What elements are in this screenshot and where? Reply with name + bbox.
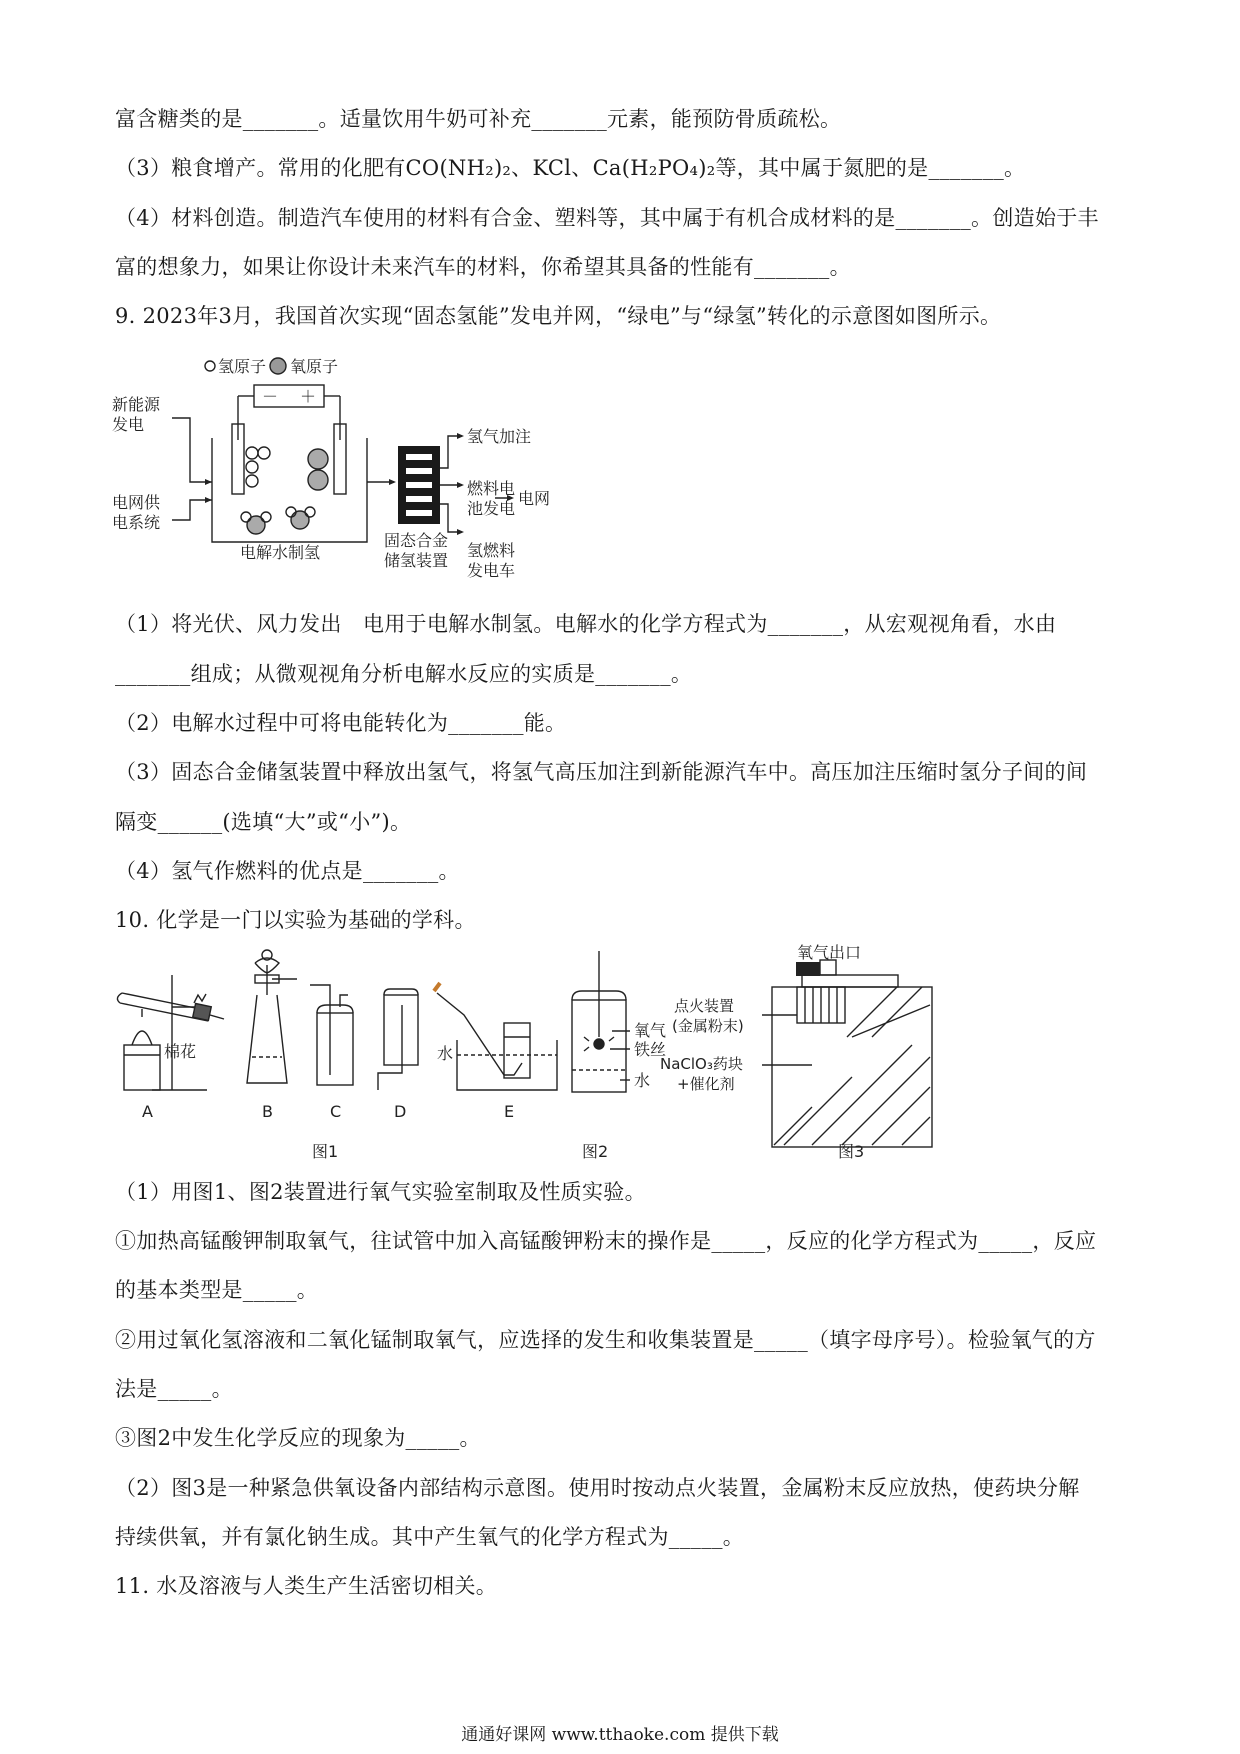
outlet-label: 氧气出口 (797, 943, 862, 962)
text-line: （2）图3是一种紧急供氧设备内部结构示意图。使用时按动点火装置，金属粉末反应放热，使药块分解 (115, 1476, 1080, 1500)
storage-label: 固态合金 (384, 531, 449, 550)
iron-wire-label: 铁丝 (634, 1040, 667, 1059)
igniter-label: 点火装置 (674, 997, 735, 1015)
legend-hydrogen: 氢原子 (218, 357, 267, 376)
text-line: （4）氢气作燃料的优点是_______。 (115, 859, 460, 883)
igniter-label: (金属粉末) (672, 1017, 744, 1035)
source-grid-label: 电系统 (112, 513, 161, 532)
text-line: _______组成；从微观视角分析电解水反应的实质是_______。 (115, 662, 693, 686)
figure2-caption: 图2 (582, 1142, 609, 1161)
trough-water-label: 水 (437, 1044, 454, 1063)
output-fuelcell-label: 池发电 (467, 499, 516, 518)
text-line: （4）材料创造。制造汽车使用的材料有合金、塑料等，其中属于有机合成材料的是_______。创造始于丰 (115, 206, 1099, 230)
output-fuelcell-label: 燃料电 (467, 479, 516, 498)
source-grid-label: 电网供 (112, 493, 161, 512)
block-label: +催化剂 (677, 1075, 735, 1093)
text-line: 的基本类型是_____。 (115, 1278, 319, 1302)
text-line: ②用过氧化氢溶液和二氧化锰制取氧气，应选择的发生和收集装置是_____（填字母序号）。检验氧气的方 (115, 1328, 1096, 1352)
figure1-caption: 图1 (312, 1142, 339, 1161)
apparatus-c-label: C (330, 1102, 342, 1121)
figure3-caption: 图3 (838, 1142, 865, 1161)
storage-label: 储氢装置 (384, 551, 449, 570)
source-renewable-label: 发电 (112, 415, 145, 434)
output-vehicle-label: 发电车 (467, 561, 516, 580)
question-11: 11. 水及溶液与人类生产生活密切相关。 (115, 1574, 498, 1598)
apparatus-d-label: D (394, 1102, 407, 1121)
footer-watermark: 通通好课网 www.tthaoke.com 提供下载 (461, 1725, 779, 1745)
output-refuel-label: 氢气加注 (467, 427, 532, 446)
text-line: ①加热高锰酸钾制取氧气，往试管中加入高锰酸钾粉末的操作是_____，反应的化学方程式为_____，反应 (115, 1229, 1097, 1253)
apparatus-e-label: E (504, 1102, 515, 1121)
grid-label: 电网 (518, 489, 551, 508)
text-line: （1）将光伏、风力发出 电用于电解水制氢。电解水的化学方程式为_______，从宏观视角看，水由 (115, 612, 1057, 636)
battery-plus: ＋ (300, 387, 317, 406)
text-line: （3）粮食增产。常用的化肥有CO(NH₂)₂、KCl、Ca(H₂PO₄)₂等，其中属于氮肥的是_______。 (115, 156, 1026, 180)
text-line: 富的想象力，如果让你设计未来汽车的材料，你希望其具备的性能有_______。 (115, 255, 851, 279)
source-renewable-label: 新能源 (112, 395, 161, 414)
oxygen-label: 氧气 (634, 1021, 667, 1040)
block-label: NaClO₃药块 (660, 1055, 743, 1073)
fig9-diagram (112, 350, 592, 580)
text-line: 持续供氧，并有氯化钠生成。其中产生氧气的化学方程式为_____。 (115, 1525, 745, 1549)
apparatus-b-label: B (262, 1102, 273, 1121)
text-line: （2）电解水过程中可将电能转化为_______能。 (115, 711, 567, 735)
output-vehicle-label: 氢燃料 (467, 541, 516, 560)
legend-oxygen: 氧原子 (290, 357, 339, 376)
text-line: 法是_____。 (115, 1377, 233, 1401)
apparatus-a-label: A (142, 1102, 153, 1121)
fig10-apparatus (112, 945, 992, 1170)
text-line: ③图2中发生化学反应的现象为_____。 (115, 1426, 481, 1450)
text-line: 隔变______(选填“大”或“小”)。 (115, 810, 412, 834)
text-line: 富含糖类的是_______。适量饮用牛奶可补充_______元素，能预防骨质疏松。 (115, 107, 842, 131)
text-line: （3）固态合金储氢装置中释放出氢气，将氢气高压加注到新能源汽车中。高压加注压缩时氢分子间的间 (115, 760, 1088, 784)
question-9: 9. 2023年3月，我国首次实现“固态氢能”发电并网，“绿电”与“绿氢”转化的示意图如图所示。 (115, 304, 1002, 328)
electrolysis-label: 电解水制氢 (240, 543, 321, 562)
fig2-water-label: 水 (634, 1071, 651, 1090)
battery-minus: － (262, 387, 279, 406)
text-line: （1）用图1、图2装置进行氧气实验室制取及性质实验。 (115, 1180, 646, 1204)
question-10: 10. 化学是一门以实验为基础的学科。 (115, 908, 476, 932)
cotton-label: 棉花 (164, 1042, 197, 1061)
